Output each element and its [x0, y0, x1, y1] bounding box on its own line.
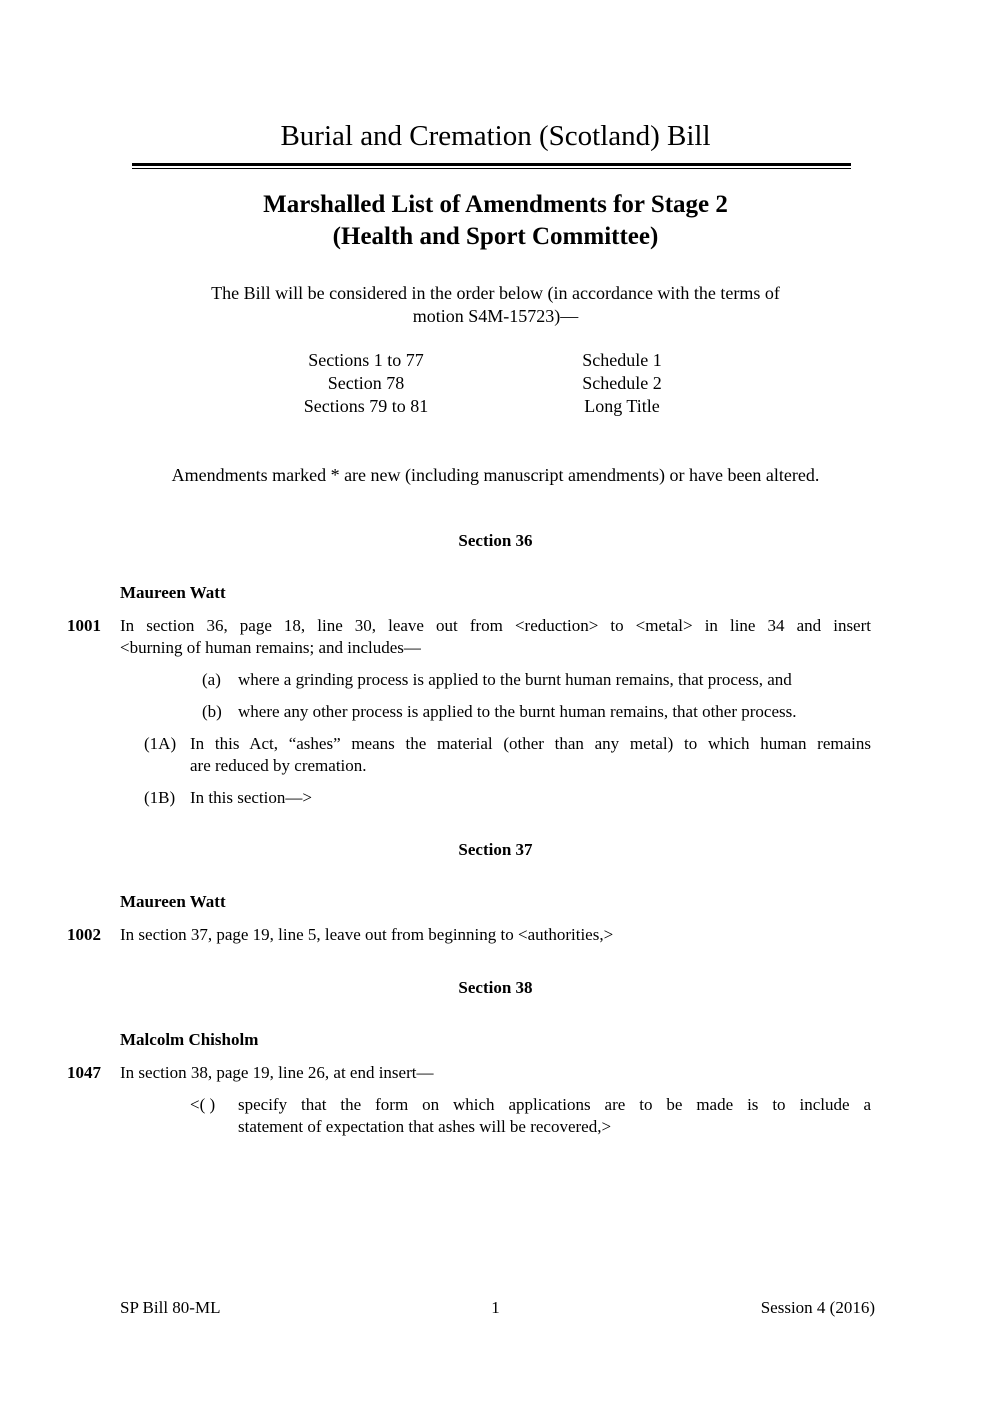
marshalled-list-title — [0, 189, 991, 253]
section-heading: Section 36 — [458, 531, 533, 550]
insert-label: <( ) — [190, 1095, 216, 1114]
footer-bill-reference: SP Bill 80-ML — [120, 1298, 221, 1317]
order-item: Sections 79 to 81 — [303, 396, 429, 416]
insert-text: statement of expectation that ashes will be recovered,> — [238, 1117, 612, 1136]
intro-line: motion S4M-15723)— — [412, 306, 579, 326]
order-item: Schedule 2 — [582, 373, 662, 393]
amendment-text: <burning of human remains; and includes— — [120, 638, 421, 657]
paragraph-text: where any other process is applied to the burnt human remains, that other process. — [238, 702, 797, 721]
paragraph-label: (b) — [202, 702, 222, 721]
amendment-text: In section 37, page 19, line 5, leave out from beginning to <authorities,> — [120, 925, 614, 944]
amendments-marked-note: Amendments marked * are new (including manuscript amendments) or have been altered. — [171, 465, 820, 485]
subsection-text: In this section—> — [190, 788, 312, 807]
paragraph-text: where a grinding process is applied to the burnt human remains, that process, and — [238, 670, 792, 689]
footer-session: Session 4 (2016) — [760, 1298, 875, 1317]
marshalled-list-title-line1: Marshalled List of Amendments for Stage 2 — [263, 191, 728, 218]
member-name: Maureen Watt — [120, 892, 226, 911]
subsection-label: (1A) — [144, 734, 177, 753]
subsection-label: (1B) — [144, 788, 176, 807]
page-number: 1 — [491, 1298, 500, 1317]
order-list-left — [266, 349, 466, 418]
order-item: Long Title — [584, 396, 660, 416]
order-list-right — [522, 349, 722, 418]
amendment-number: 1001 — [67, 616, 101, 635]
paragraph-label: (a) — [202, 670, 221, 689]
section-heading: Section 38 — [458, 978, 533, 997]
insert-text: specify that the form on which applications are to be made is to include a — [238, 1095, 871, 1114]
title-rule-thick — [132, 163, 851, 166]
bill-title: Burial and Cremation (Scotland) Bill — [280, 120, 711, 152]
subsection-text: are reduced by cremation. — [190, 756, 367, 775]
consideration-order-intro — [150, 282, 841, 328]
title-rule-thin — [132, 168, 851, 169]
amendment-text: In section 36, page 18, line 30, leave out from <reduction> to <metal> in line 34 and insert — [120, 616, 871, 635]
order-item: Sections 1 to 77 — [308, 350, 424, 370]
amendment-number: 1002 — [67, 925, 101, 944]
intro-line: The Bill will be considered in the order below (in accordance with the terms of — [211, 283, 780, 303]
amendment-number: 1047 — [67, 1063, 101, 1082]
section-heading: Section 37 — [458, 840, 533, 859]
subsection-text: In this Act, “ashes” means the material (other than any metal) to which human remains — [190, 734, 871, 753]
order-item: Schedule 1 — [582, 350, 662, 370]
member-name: Maureen Watt — [120, 583, 226, 602]
amendment-text: In section 38, page 19, line 26, at end insert— — [120, 1063, 434, 1082]
order-item: Section 78 — [327, 373, 405, 393]
member-name: Malcolm Chisholm — [120, 1030, 259, 1049]
marshalled-list-title-line2: (Health and Sport Committee) — [332, 223, 659, 250]
